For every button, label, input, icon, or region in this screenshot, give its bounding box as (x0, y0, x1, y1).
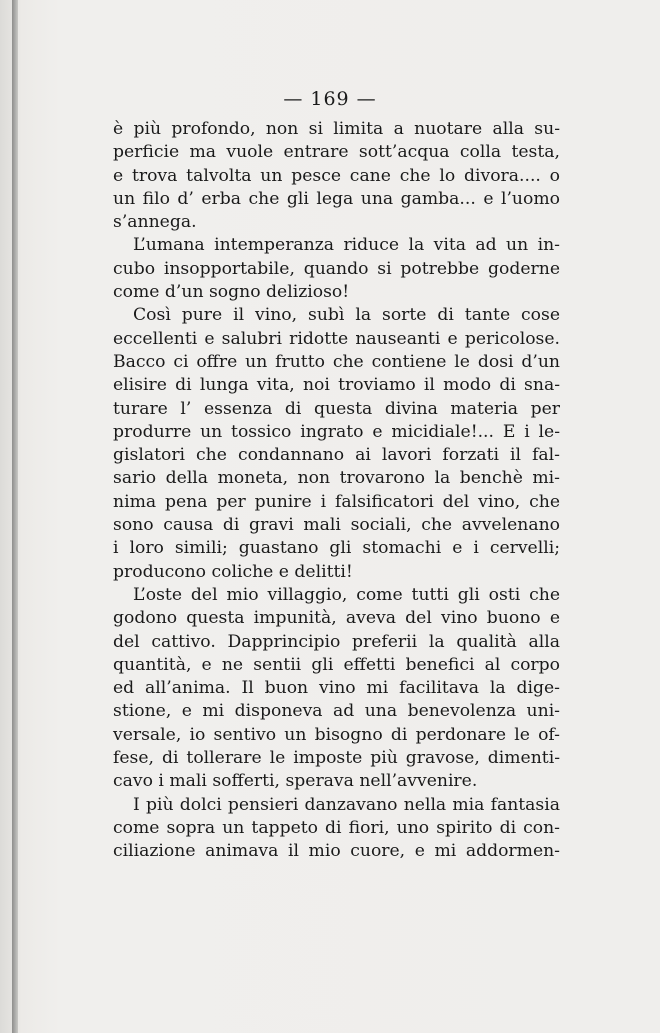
text-line: stione, e mi disponeva ad una benevolenza uni- (113, 701, 560, 722)
text-line: come d’un sogno delizioso! (113, 282, 350, 303)
text-line: I più dolci pensieri danzavano nella mia fantasia (133, 794, 560, 815)
text-line: Così pure il vino, subì la sorte di tante cose (133, 305, 560, 326)
text-line: e trova talvolta un pesce cane che lo divora.... o (113, 165, 560, 186)
text-line: eccellenti e salubri ridotte nauseanti e pericolose. (113, 328, 560, 349)
text-line: ciliazione animava il mio cuore, e mi addormen- (113, 841, 560, 862)
text-line: come sopra un tappeto di fiori, uno spirito di con- (113, 817, 560, 838)
book-spine-edge (12, 0, 18, 1033)
text-line: fese, di tollerare le imposte più gravose, dimenti- (113, 748, 560, 769)
text-line: producono coliche e delitti! (113, 561, 353, 582)
text-line: nima pena per punire i falsificatori del vino, che (113, 491, 560, 512)
text-line: elisire di lunga vita, noi troviamo il modo di sna- (113, 375, 560, 396)
text-line: cavo i mali sofferti, sperava nell’avvenire. (113, 771, 478, 792)
text-line: produrre un tossico ingrato e micidiale!... E i le- (113, 421, 560, 442)
text-line: L’umana intemperanza riduce la vita ad un in- (133, 235, 560, 256)
text-line: cubo insopportabile, quando si potrebbe goderne (113, 258, 560, 279)
text-line: sario della moneta, non trovarono la benchè mi- (113, 468, 560, 489)
text-line: turare l’ essenza di questa divina materia per (113, 398, 560, 419)
text-line: L’oste del mio villaggio, come tutti gli osti che (133, 584, 560, 605)
text-line: quantità, e ne sentii gli effetti benefici al corpo (113, 654, 560, 675)
text-line: godono questa impunità, aveva del vino buono e (113, 608, 560, 629)
text-line: Bacco ci offre un frutto che contiene le dosi d’un (113, 351, 560, 372)
body-text (113, 118, 560, 864)
text-line: ed all’anima. Il buon vino mi facilitava la dige- (113, 678, 560, 699)
text-line: un filo d’ erba che gli lega una gamba... e l’uomo (113, 188, 560, 209)
text-line: perficie ma vuole entrare sott’acqua colla testa, (113, 142, 560, 163)
text-line: è più profondo, non si limita a nuotare alla su- (113, 119, 560, 139)
text-line: gislatori che condannano ai lavori forzati il fal- (113, 445, 560, 466)
page-number: — 169 — (283, 88, 377, 110)
text-line: s’annega. (113, 212, 197, 233)
text-line: sono causa di gravi mali sociali, che avvelenano (113, 515, 560, 536)
text-line: del cattivo. Dapprincipio preferii la qualità alla (113, 631, 560, 652)
text-line: versale, io sentivo un bisogno di perdonare le of- (113, 724, 560, 745)
text-line: i loro simili; guastano gli stomachi e i cervelli; (113, 538, 560, 559)
